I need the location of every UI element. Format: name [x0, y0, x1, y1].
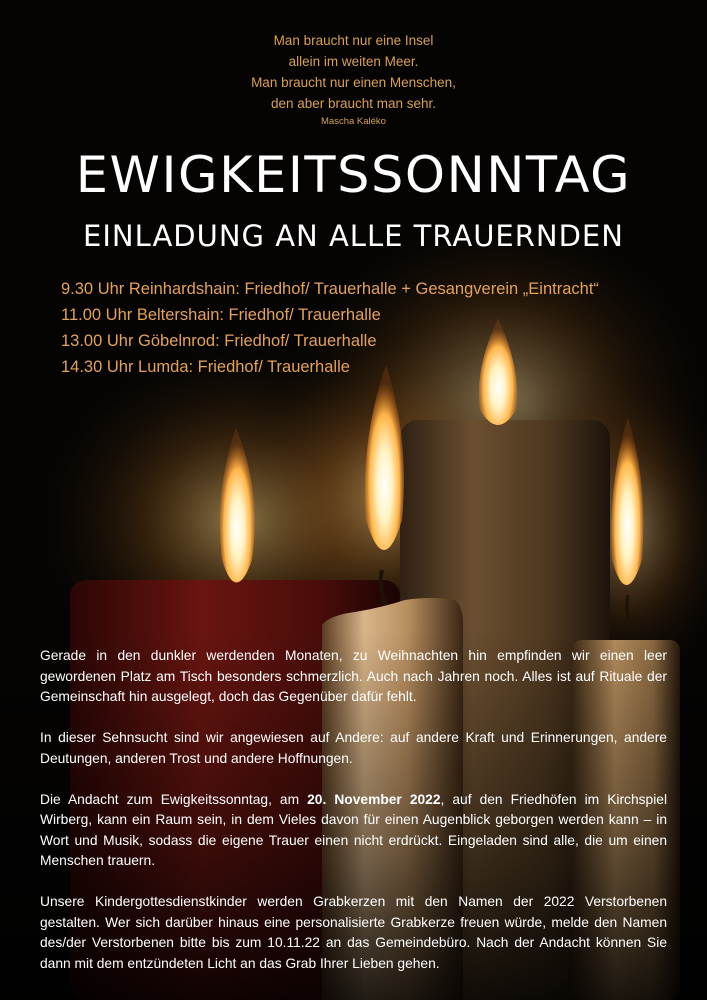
event-date: 20. November 2022	[307, 791, 441, 807]
schedule-item: 11.00 Uhr Beltershain: Friedhof/ Trauerhalle	[61, 306, 381, 324]
schedule-item: 13.00 Uhr Göbelnrod: Friedhof/ Trauerhalle	[61, 332, 377, 350]
page-title: EWIGKEITSSONNTAG	[75, 146, 632, 204]
paragraph-1: Gerade in den dunkler werdenden Monaten, zu Weihnachten hin empfinden wir einen leer gewordenen Platz am Tisch besonders schmerzlich. Auch nach Jahren noch. Alles ist auf Rituale der Gemeinschaft hin ausgelegt, doch das Gegenüber dafür fehlt.	[40, 648, 667, 704]
poem-line: Man braucht nur eine Insel	[273, 33, 434, 48]
paragraph-3-start: Die Andacht zum Ewigkeitssonntag, am	[40, 791, 308, 807]
poem	[0, 30, 707, 129]
paragraph-2: In dieser Sehnsucht sind wir angewiesen auf Andere: auf andere Kraft und Erinnerungen, andere Deutungen, anderen Trost und andere Hoffnungen.	[40, 730, 667, 766]
schedule-list	[61, 276, 599, 380]
body-text	[40, 646, 667, 995]
paragraph-3	[40, 790, 667, 872]
poem-line: Man braucht nur einen Menschen,	[251, 75, 456, 90]
schedule-item: 14.30 Uhr Lumda: Friedhof/ Trauerhalle	[61, 358, 350, 376]
poem-line: allein im weiten Meer.	[288, 54, 419, 69]
paragraph-4: Unsere Kindergottesdienstkinder werden Grabkerzen mit den Namen der 2022 Verstorbenen gestalten. Wer sich darüber hinaus eine personalisierte Grabkerze freuen würde, melde den Namen des/der Verstorbenen bitte bis zum 10.11.22 an das Gemeindebüro. Nach der Andacht können Sie dann mit dem entzündeten Licht an das Grab Ihrer Lieben gehen.	[40, 894, 667, 971]
poem-line: den aber braucht man sehr.	[270, 96, 437, 111]
page-subtitle: EINLADUNG AN ALLE TRAUERNDEN	[83, 219, 624, 253]
schedule-item: 9.30 Uhr Reinhardshain: Friedhof/ Trauerhalle + Gesangverein „Eintracht“	[61, 280, 599, 298]
paragraph-3-end: , auf den Friedhöfen im Kirchspiel Wirberg, kann ein Raum sein, in dem Vieles davon für einen Augenblick geborgen werden kann – in Wort und Musik, sodass die eigene Trauer einen nicht erdrückt. Eingeladen sind alle, die um einen Menschen trauern.	[40, 791, 668, 868]
poem-author: Mascha Kaléko	[321, 116, 386, 127]
